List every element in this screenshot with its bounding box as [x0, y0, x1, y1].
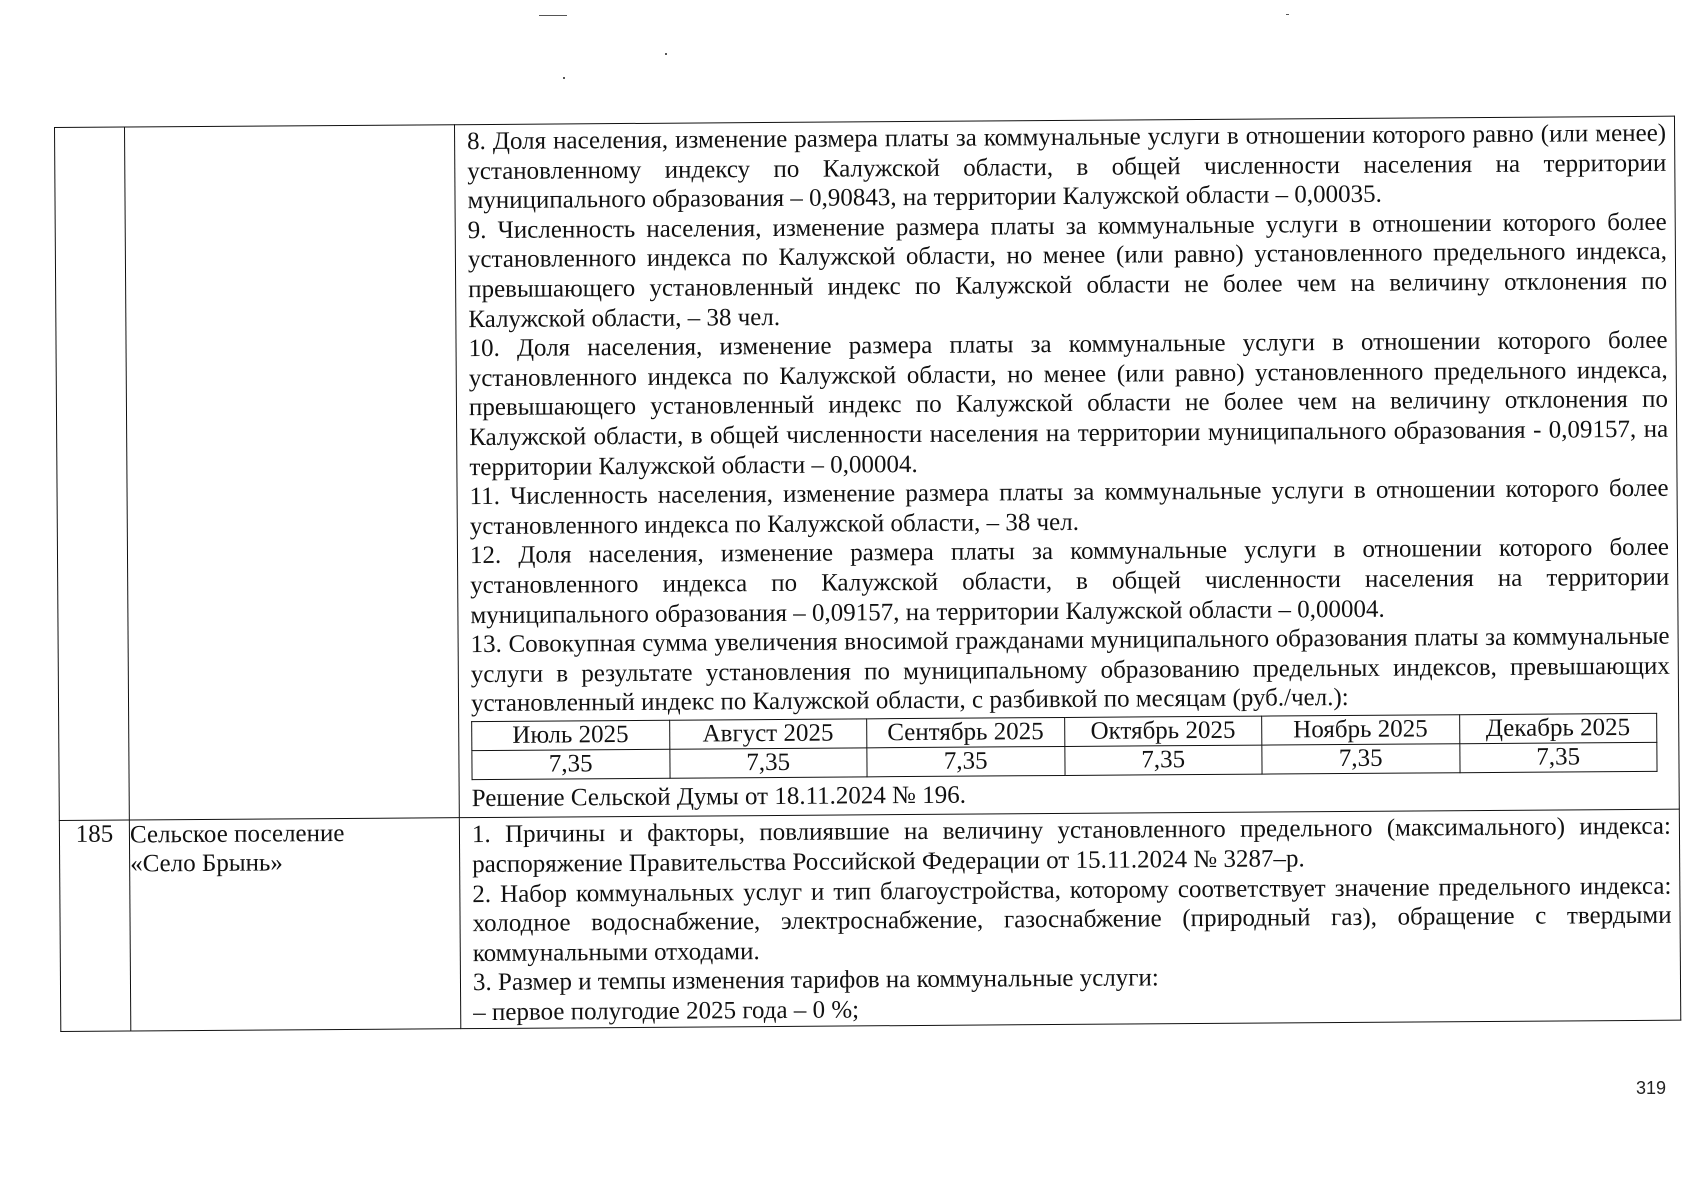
municipality-name-cell [125, 125, 460, 821]
paragraph-item-9: 9. Численность населения, изменение размера платы за коммунальные услуги в отношении которого более установленного индекса по Калужской области, но менее (или равно) установленного предельного индекса, превышающего установленный индекс по Калужской области не более чем на величину отклонения по Калужской области, – 38 чел. [467, 208, 1668, 333]
paragraph-item-1: 1. Причины и факторы, повлиявшие на величину установленного предельного (максимального) индекса: распоряжение Правительства Российской Федерации от 15.11.2024 № 3287–р. [471, 813, 1672, 879]
month-value: 7,35 [867, 746, 1065, 776]
month-header: Июль 2025 [472, 720, 670, 750]
municipality-type: Сельское поселение [129, 820, 345, 849]
paragraph-item-3: 3. Размер и темпы изменения тарифов на коммунальные услуги: [472, 964, 1159, 997]
scan-artifact [539, 15, 567, 16]
paragraph-item-13: 13. Совокупная сумма увеличения вносимой гражданами муниципального образования платы за коммунальные услуги в результате установления по муниципальному образованию предельных индексов, превышающих установленный индекс по Калужской области, с разбивкой по месяцам (руб./чел.): [470, 622, 1670, 718]
scan-artifact [563, 77, 565, 79]
registry-table [54, 116, 1681, 1032]
document-sheet [54, 116, 1680, 1032]
municipality-name-cell [129, 818, 460, 1030]
month-header: Ноябрь 2025 [1262, 715, 1460, 745]
scan-artifact [665, 53, 667, 55]
table-row-continued [55, 116, 1680, 821]
paragraph-item-8: 8. Доля населения, изменение размера платы за коммунальные услуги в отношении которого равно (или менее) установленному индексу по Калужской области, в общей численности населения на территории муниципального образования – 0,90843, на территории Калужской области – 0,00035. [467, 119, 1667, 215]
paragraph-item-10: 10. Доля населения, изменение размера платы за коммунальные услуги в отношении которого более установленного индекса по Калужской области, но менее (или равно) установленного предельного индекса, превышающего установленный индекс по Калужской области не более чем на величину отклонения по Калужской области, в общей численности населения на территории муниципального образования - 0,09157, на территории Калужской области – 0,00004. [468, 326, 1669, 481]
monthly-increase-table [471, 713, 1657, 780]
month-value: 7,35 [669, 748, 867, 778]
month-header: Сентябрь 2025 [867, 717, 1065, 747]
decision-reference: Решение Сельской Думы от 18.11.2024 № 196. [471, 781, 967, 812]
page-number: 319 [1636, 1078, 1667, 1098]
paragraph-item-12: 12. Доля населения, изменение размера платы за коммунальные услуги в отношении которого более установленного индекса по Калужской области, в общей численности населения на территории муниципального образования – 0,09157, на территории Калужской области – 0,00004. [469, 534, 1670, 629]
month-value: 7,35 [1064, 745, 1262, 775]
table-row-185 [59, 810, 1680, 1031]
month-value: 7,35 [1262, 744, 1460, 774]
month-header: Декабрь 2025 [1459, 713, 1657, 743]
month-header: Октябрь 2025 [1064, 716, 1262, 746]
scan-artifact [1286, 14, 1289, 15]
description-cell [454, 116, 1679, 818]
municipality-name: «Село Брынь» [130, 849, 283, 878]
description-cell [459, 810, 1680, 1029]
paragraph-sub-item: – первое полугодие 2025 года – 0 %; [473, 996, 860, 1027]
month-value: 7,35 [1459, 742, 1657, 772]
paragraph-item-11: 11. Численность населения, изменение размера платы за коммунальные услуги в отношении которого более установленного индекса по Калужской области, – 38 чел. [469, 474, 1669, 540]
month-header: Август 2025 [669, 719, 867, 749]
month-value: 7,35 [472, 749, 670, 779]
paragraph-item-2: 2. Набор коммунальных услуг и тип благоустройства, которому соответствует значение предельного индекса: холодное водоснабжение, электроснабжение, газоснабжение (природный газ), обращение с твердыми коммунальными отходами. [472, 872, 1672, 967]
row-number-cell: 185 [59, 820, 130, 1031]
row-number-cell [55, 127, 130, 821]
